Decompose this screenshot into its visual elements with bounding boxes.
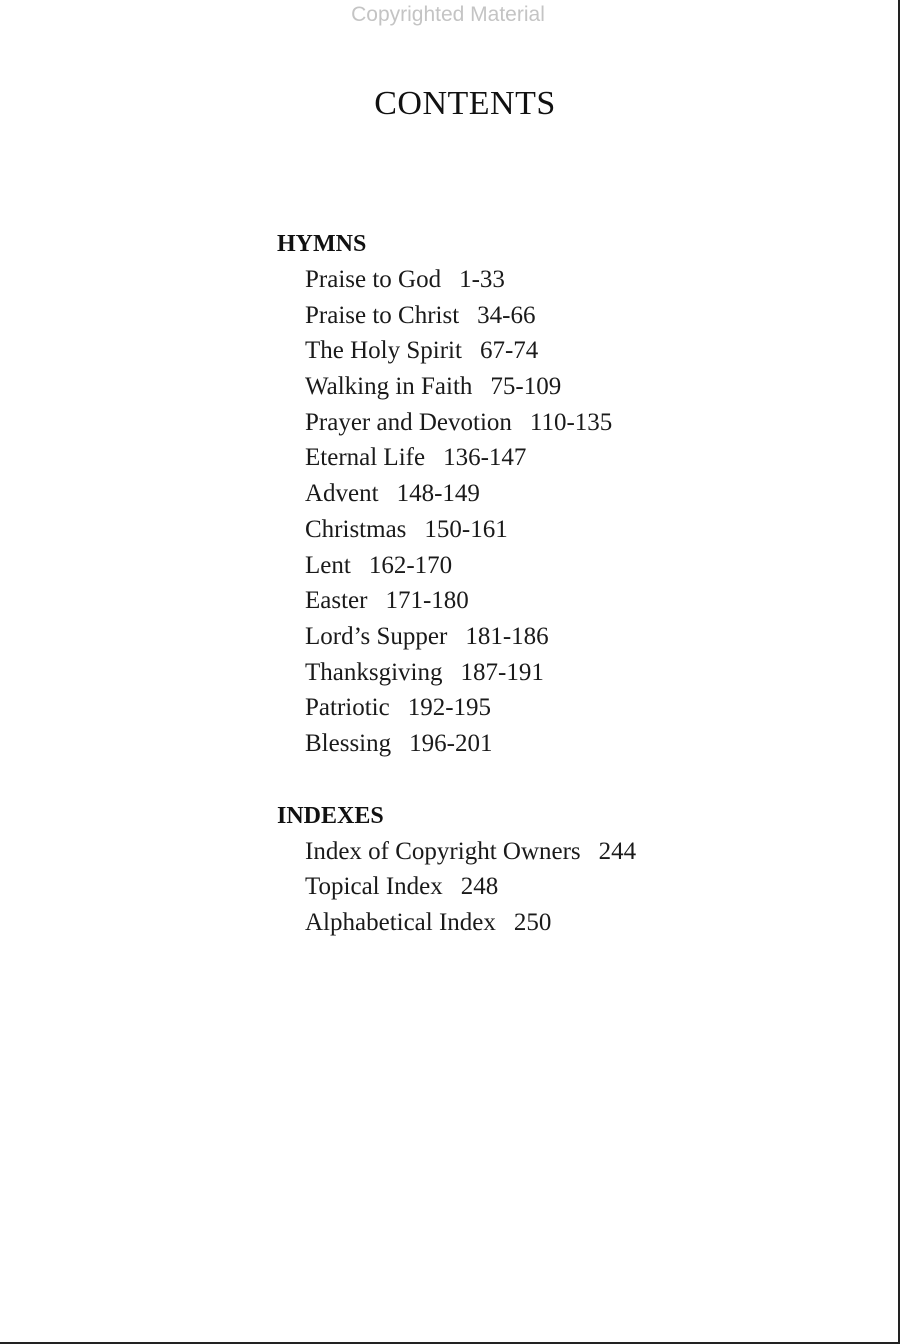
toc-entry [277, 905, 636, 941]
entry-label: Prayer and Devotion [305, 408, 512, 436]
entry-label: Eternal Life [305, 444, 426, 472]
entry-pages: 248 [460, 873, 499, 901]
entry-pages: 192-195 [407, 694, 492, 722]
entry-pages: 250 [513, 909, 552, 936]
entry-label: Lord’s Supper [305, 622, 448, 650]
entry-label: Blessing [305, 729, 392, 757]
entry-label: The Holy Spirit [305, 337, 462, 365]
toc-entry [277, 869, 636, 905]
section-spacer [277, 762, 636, 798]
entry-label: Index of Copyright Owners [305, 837, 581, 865]
copyright-watermark: Copyrighted Material [351, 3, 545, 26]
entry-pages: 171-180 [385, 587, 469, 615]
toc-entry [277, 405, 636, 441]
toc-entry [277, 369, 636, 405]
entry-label: Praise to Christ [305, 301, 460, 329]
entry-pages: 148-149 [396, 480, 480, 508]
entry-pages: 136-147 [443, 444, 527, 472]
entry-pages: 75-109 [490, 373, 562, 401]
entry-label: Walking in Faith [305, 373, 473, 401]
entry-label: Alphabetical Index [305, 909, 496, 936]
entry-pages: 162-170 [368, 551, 453, 579]
section-hymns [277, 226, 636, 762]
toc-entry [277, 726, 636, 762]
toc-entry [277, 548, 636, 584]
entry-label: Easter [305, 587, 368, 615]
toc-entry [277, 298, 636, 334]
entry-label: Lent [305, 551, 351, 579]
entry-label: Christmas [305, 515, 407, 543]
toc-entry [277, 619, 636, 655]
toc-entry [277, 476, 636, 512]
entry-pages: 187-191 [460, 658, 544, 686]
toc-entry [277, 262, 636, 298]
entry-label: Topical Index [305, 873, 443, 901]
entry-pages: 181-186 [465, 622, 549, 650]
entry-pages: 150-161 [424, 515, 508, 543]
entry-label: Praise to God [305, 266, 442, 293]
entry-pages: 1-33 [459, 266, 505, 293]
toc-entry [277, 655, 636, 691]
section-indexes [277, 798, 636, 941]
toc-entry [277, 690, 636, 726]
toc-entry [277, 333, 636, 369]
entry-pages: 67-74 [479, 337, 539, 365]
page-title: CONTENTS [374, 84, 556, 122]
entry-label: Thanksgiving [305, 658, 443, 686]
entry-label: Patriotic [305, 694, 390, 722]
table-of-contents [277, 226, 636, 941]
entry-pages: 34-66 [477, 301, 536, 329]
entry-pages: 110-135 [529, 408, 613, 436]
section-heading: HYMNS [277, 231, 367, 257]
toc-entry [277, 834, 636, 870]
toc-entry [277, 440, 636, 476]
section-heading: INDEXES [277, 802, 384, 829]
entry-pages: 196-201 [409, 729, 493, 757]
toc-entry [277, 583, 636, 619]
toc-entry [277, 512, 636, 548]
entry-label: Advent [305, 480, 379, 508]
entry-pages: 244 [598, 837, 637, 865]
